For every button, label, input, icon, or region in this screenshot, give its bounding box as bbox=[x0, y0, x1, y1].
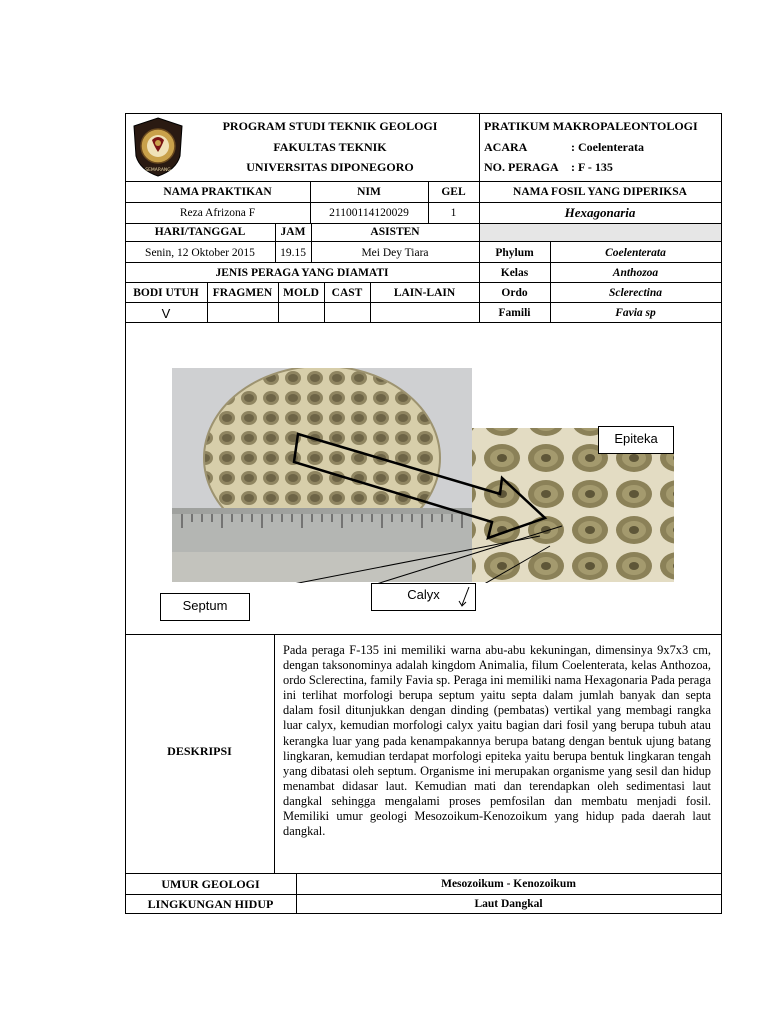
kelas-label: Kelas bbox=[500, 267, 529, 279]
bodi-utuh-check: V bbox=[161, 306, 171, 321]
hari-label: HARI/TANGGAL bbox=[154, 226, 246, 238]
jenis-peraga-label: JENIS PERAGA YANG DIAMATI bbox=[215, 267, 389, 279]
umur-label: UMUR GEOLOGI bbox=[161, 877, 260, 891]
epiteka-label: Epiteka bbox=[598, 426, 674, 454]
umur-value: Mesozoikum - Kenozoikum bbox=[441, 878, 576, 890]
col-fragmen: FRAGMEN bbox=[212, 287, 273, 299]
phylum-label: Phylum bbox=[495, 247, 534, 259]
peraga-label: NO. PERAGA bbox=[484, 160, 559, 174]
university-logo bbox=[130, 116, 186, 178]
fosil-name: Hexagonaria bbox=[564, 205, 636, 220]
header-program: PROGRAM STUDI TEKNIK GEOLOGI bbox=[222, 119, 438, 133]
acara-label: ACARA bbox=[484, 140, 528, 154]
famili-label: Famili bbox=[498, 307, 531, 319]
logo-text: SEMARANG bbox=[145, 168, 171, 173]
phylum-value: Coelenterata bbox=[605, 247, 666, 259]
acara-value: : Coelenterata bbox=[571, 140, 644, 154]
hari-value: Senin, 12 Oktober 2015 bbox=[145, 247, 255, 259]
asisten-value: Mei Dey Tiara bbox=[361, 247, 429, 259]
nama-praktikan-label: NAMA PRAKTIKAN bbox=[163, 186, 272, 198]
header-praktikum: PRATIKUM MAKROPALEONTOLOGI bbox=[484, 119, 698, 133]
nim-label: NIM bbox=[357, 186, 381, 198]
fossil-figure bbox=[172, 368, 676, 583]
col-mold: MOLD bbox=[283, 287, 319, 299]
deskripsi-paragraph: Pada peraga F-135 ini memiliki warna abu-abu kekuningan, dimensinya 9x7x3 cm, dengan taksonominya adalah kingdom Animalia, filum Coelenterata, kelas Anthozoa, ordo Sclerectina, family Favia sp. Peraga ini memiliki nama Hexagonaria Pada peraga ini terlihat morfologi berupa septum yaitu septa dalam jumlah banyak dan septa dalam fosil ditunjukkan dengan dinding (pembatas) vertikal yang membagi rangka luar calyx, kemudian morfologi calyx yaitu bagian dari fosil yang berupa tubuh atau kerangka luar yang pada kenampakannya berupa batang dengan bentuk ujung batang lingkaran, kemudian terdapat morfologi epiteka yaitu berupa bentuk lingkaran tengah yang dibatasi oleh septum. Organisme ini merupakan organisme yang sesil dan hidup menambat didasar laut. Kemudian mati dan terendapkan oleh sedimentasi laut dangkal sehingga mengalami proses pemfosilan dan membatu menjadi fosil. Memiliki umur geologi Mesozoikum-Kenozoikum yang hidup pada daerah laut dangkal. bbox=[283, 643, 711, 839]
header-faculty: FAKULTAS TEKNIK bbox=[273, 140, 387, 154]
shaded-cell bbox=[480, 224, 721, 241]
nama-praktikan-value: Reza Afrizona F bbox=[179, 207, 256, 219]
ordo-value: Sclerectina bbox=[608, 287, 663, 299]
peraga-value: : F - 135 bbox=[571, 160, 613, 174]
col-bodi-utuh: BODI UTUH bbox=[133, 287, 199, 299]
famili-value: Favia sp bbox=[615, 307, 656, 319]
gel-label: GEL bbox=[441, 186, 466, 198]
lingkungan-value: Laut Dangkal bbox=[474, 898, 543, 910]
deskripsi-text bbox=[283, 643, 711, 839]
fosil-label: NAMA FOSIL YANG DIPERIKSA bbox=[513, 186, 687, 198]
calyx-arrow-icon bbox=[458, 587, 470, 607]
header-university: UNIVERSITAS DIPONEGORO bbox=[246, 160, 414, 174]
ruler bbox=[172, 508, 472, 582]
jam-label: JAM bbox=[280, 226, 306, 238]
col-lain-lain: LAIN-LAIN bbox=[393, 287, 456, 299]
septum-label: Septum bbox=[160, 593, 250, 621]
gel-value: 1 bbox=[450, 207, 457, 219]
jam-value: 19.15 bbox=[280, 247, 306, 259]
nim-value: 21100114120029 bbox=[329, 207, 409, 219]
ordo-label: Ordo bbox=[501, 287, 528, 299]
deskripsi-label: DESKRIPSI bbox=[167, 744, 232, 758]
lingkungan-label: LINGKUNGAN HIDUP bbox=[147, 897, 274, 911]
col-cast: CAST bbox=[331, 287, 363, 299]
asisten-label: ASISTEN bbox=[370, 226, 420, 238]
kelas-value: Anthozoa bbox=[612, 267, 659, 279]
calyx-label: Calyx bbox=[371, 583, 476, 611]
